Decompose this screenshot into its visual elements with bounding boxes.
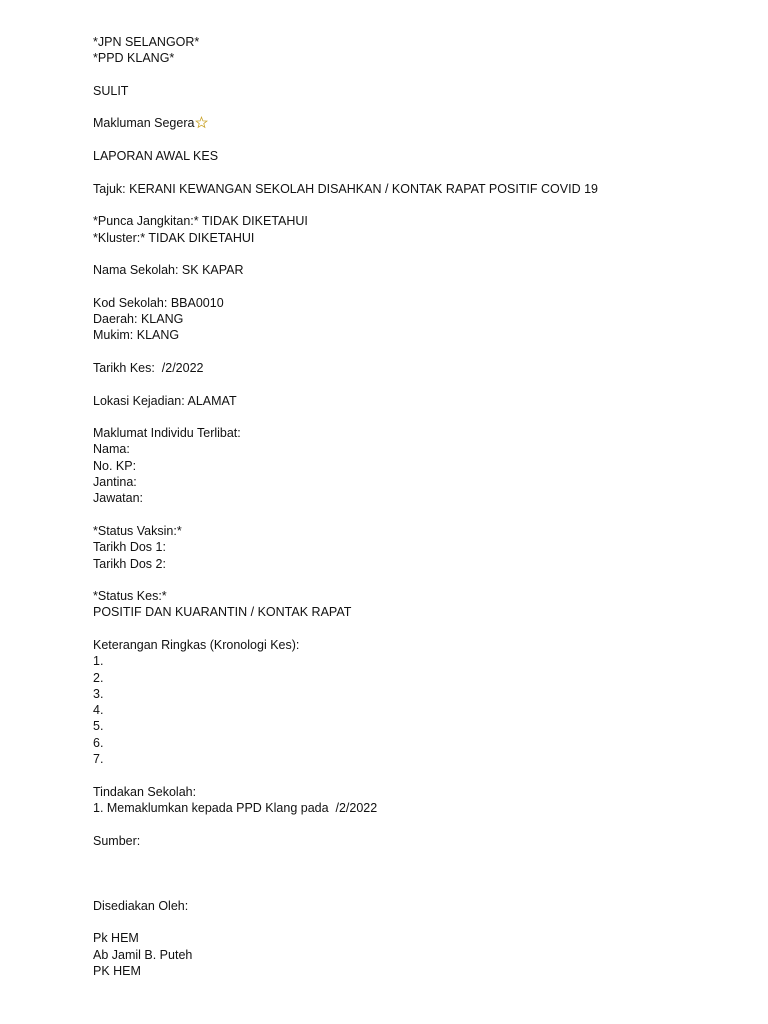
case-date-line: Tarikh Kes: /2/2022: [93, 360, 204, 375]
chronology-item: 7.: [93, 752, 104, 767]
chronology-item: 5.: [93, 719, 104, 734]
prepared-by-name: Ab Jamil B. Puteh: [93, 947, 193, 962]
individual-gender-line: Jantina:: [93, 475, 137, 490]
chronology-item: 3.: [93, 686, 104, 701]
chronology-item: 2.: [93, 670, 104, 685]
star-icon: [195, 116, 208, 129]
action-item-1: 1. Memaklumkan kepada PPD Klang pada /2/2022: [93, 800, 378, 815]
notice-line: [93, 115, 733, 131]
vaccine-dose2-line: Tarikh Dos 2:: [93, 556, 166, 571]
school-name-line: Nama Sekolah: SK KAPAR: [93, 263, 244, 278]
ppd-line: *PPD KLANG*: [93, 51, 175, 66]
notice-text: Makluman Segera: [93, 116, 195, 131]
cluster-line: *Kluster:* TIDAK DIKETAHUI: [93, 230, 255, 245]
report-type-line: LAPORAN AWAL KES: [93, 149, 219, 164]
chronology-heading: Keterangan Ringkas (Kronologi Kes):: [93, 637, 300, 652]
document-page: [93, 34, 733, 979]
prepared-by-role: PK HEM: [93, 963, 141, 978]
source-line: Sumber:: [93, 833, 141, 848]
classification-line: SULIT: [93, 83, 129, 98]
individual-name-line: Nama:: [93, 442, 130, 457]
individual-ic-line: No. KP:: [93, 458, 137, 473]
jpn-line: *JPN SELANGOR*: [93, 35, 200, 49]
prepared-by-heading: Disediakan Oleh:: [93, 898, 189, 913]
individual-heading: Maklumat Individu Terlibat:: [93, 426, 241, 441]
subject-line: Tajuk: KERANI KEWANGAN SEKOLAH DISAHKAN / KONTAK RAPAT POSITIF COVID 19: [93, 181, 598, 196]
district-line: Daerah: KLANG: [93, 312, 184, 327]
location-line: Lokasi Kejadian: ALAMAT: [93, 393, 237, 408]
school-code-line: Kod Sekolah: BBA0010: [93, 295, 224, 310]
vaccine-dose1-line: Tarikh Dos 1:: [93, 540, 166, 555]
source-of-infection-line: *Punca Jangkitan:* TIDAK DIKETAHUI: [93, 214, 308, 229]
chronology-item: 1.: [93, 654, 104, 669]
chronology-item: 6.: [93, 735, 104, 750]
prepared-by-title: Pk HEM: [93, 931, 139, 946]
vaccine-heading: *Status Vaksin:*: [93, 523, 182, 538]
case-status-heading: *Status Kes:*: [93, 589, 167, 604]
action-heading: Tindakan Sekolah:: [93, 784, 197, 799]
individual-position-line: Jawatan:: [93, 491, 144, 506]
chronology-item: 4.: [93, 703, 104, 718]
case-status-value: POSITIF DAN KUARANTIN / KONTAK RAPAT: [93, 605, 352, 620]
mukim-line: Mukim: KLANG: [93, 328, 180, 343]
